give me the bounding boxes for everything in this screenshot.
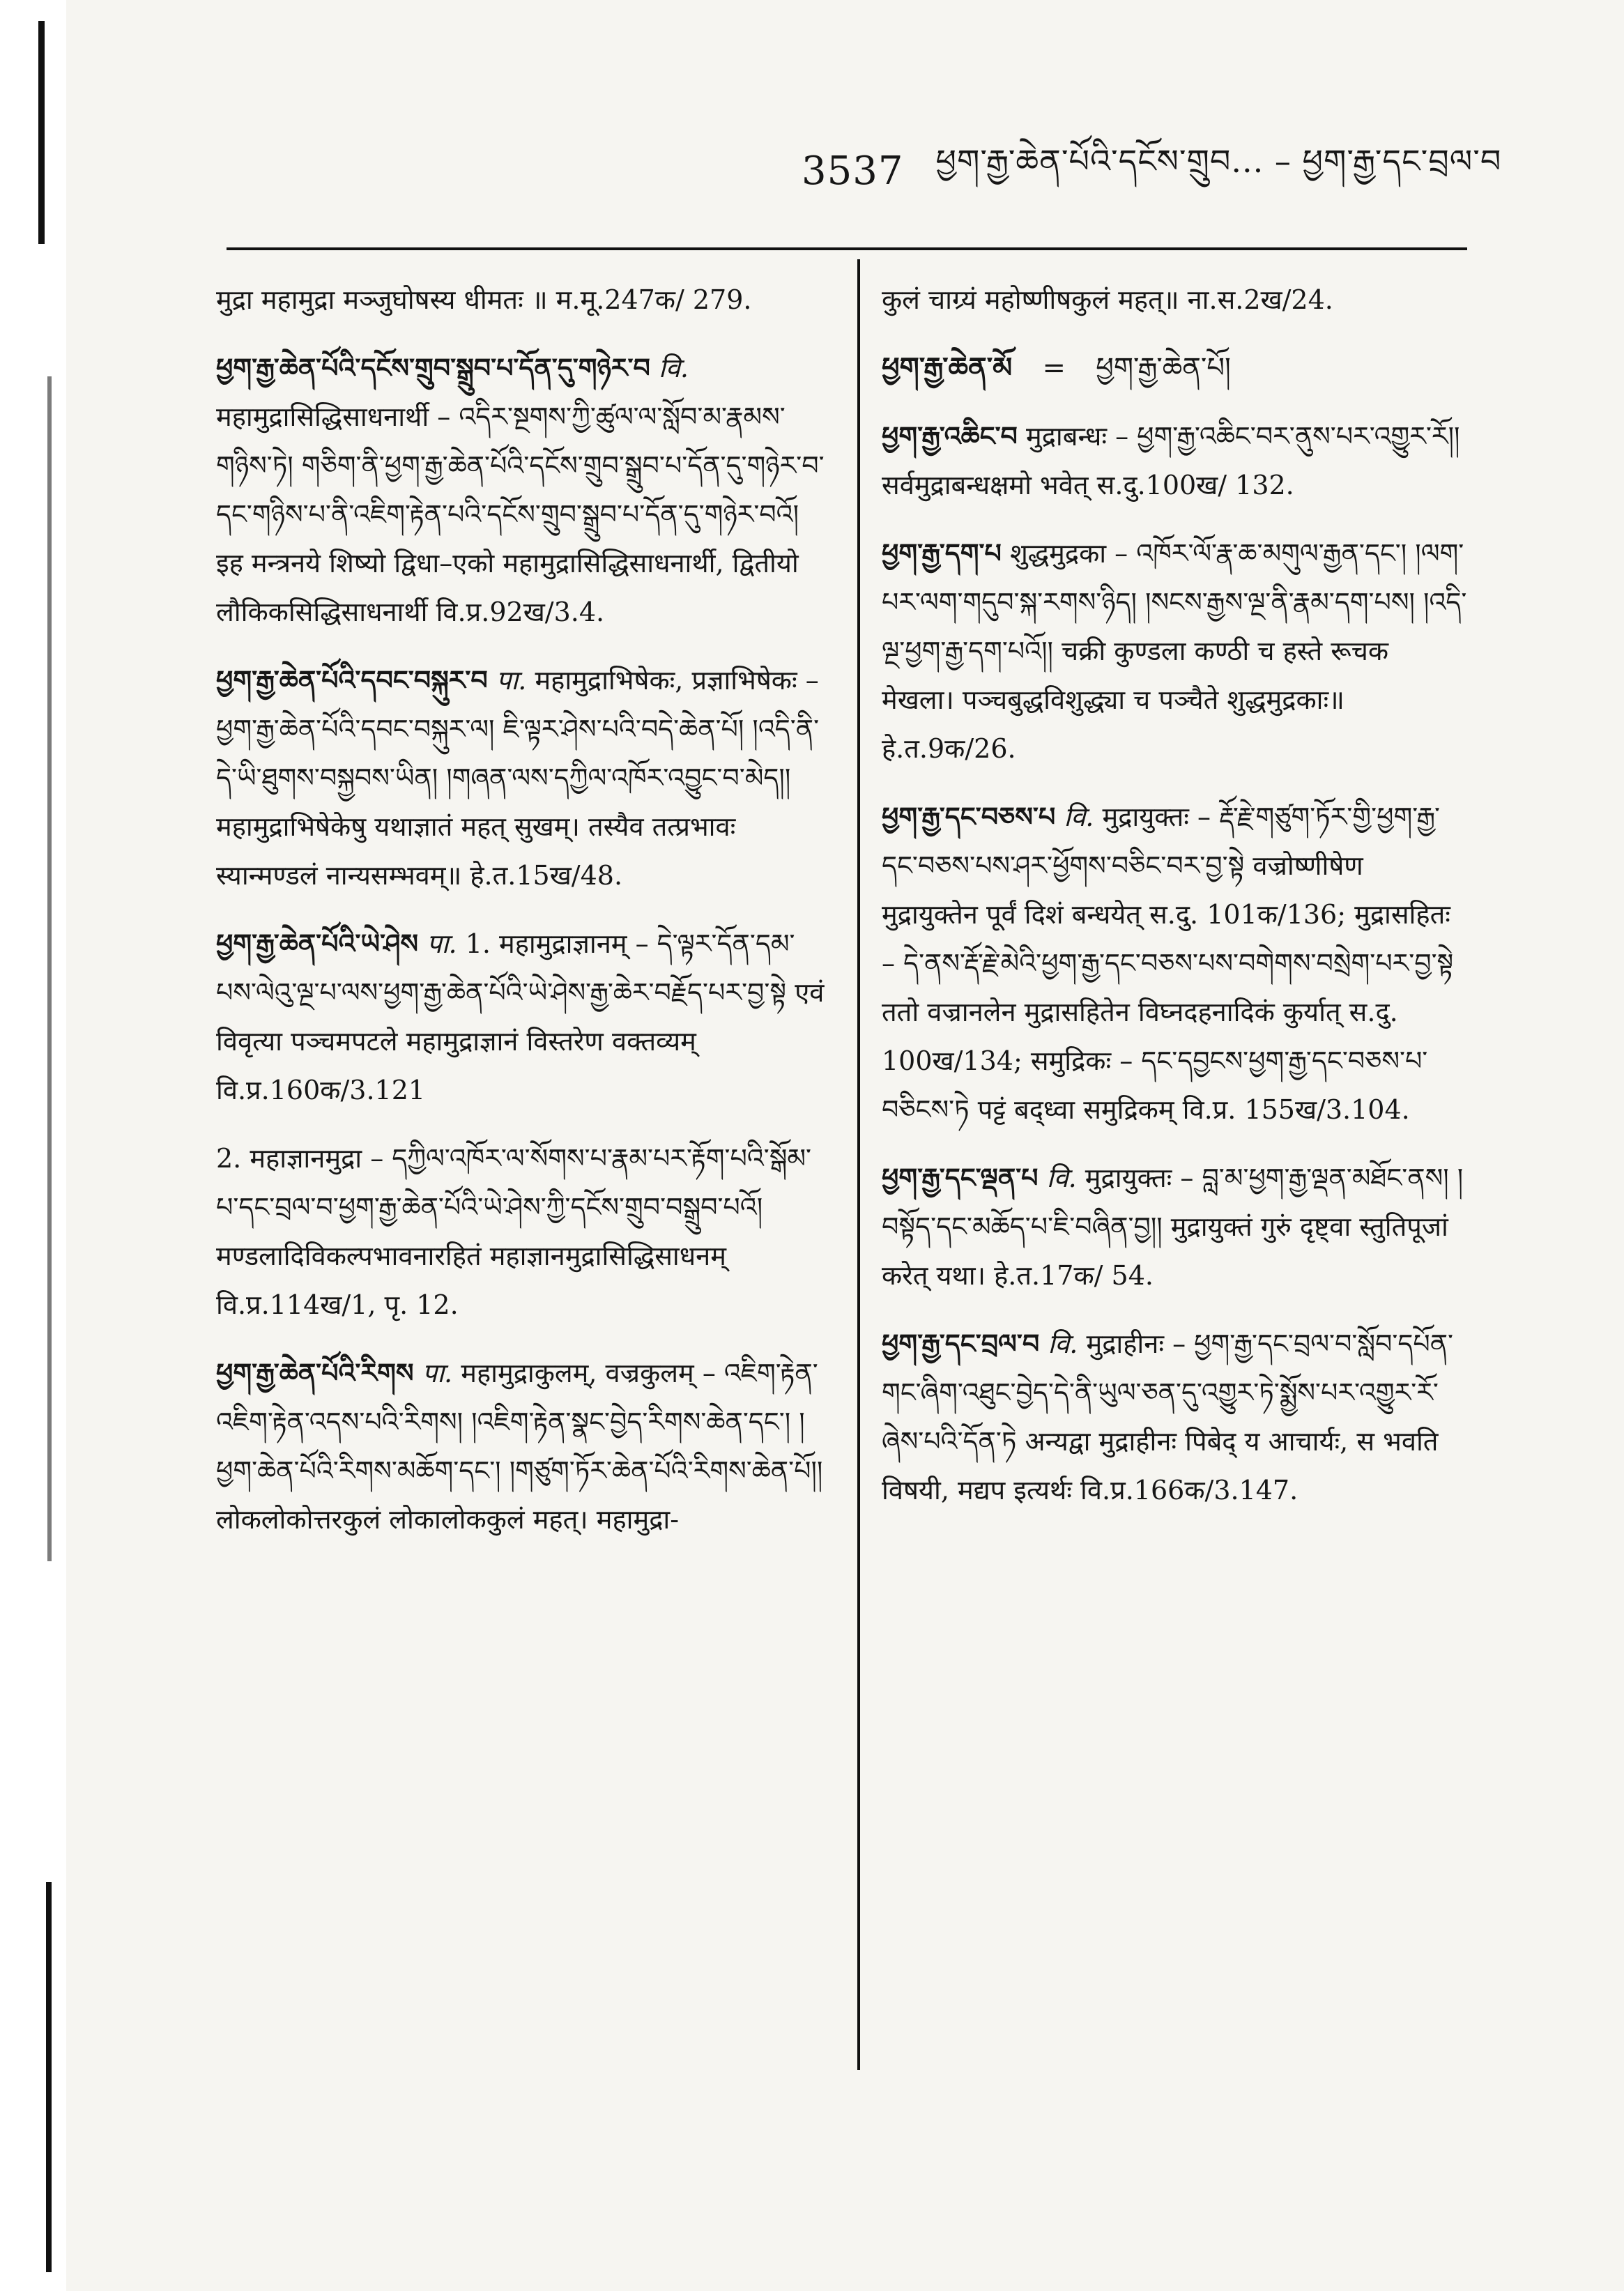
dictionary-entry — [216, 919, 833, 1114]
right-column — [882, 275, 1467, 1534]
entry-headword: ཕྱག་རྒྱ་ཆེན་པོའི་རིགས — [216, 1357, 414, 1388]
entry-grammar-tag: वि. — [1046, 1163, 1077, 1193]
entry-grammar-tag: वि. — [1064, 802, 1094, 832]
entry-text: 1. महामुद्राज्ञानम् – དེ་ལྟར་དོན་དམ་པས་ལེའུ་ལྔ་པ་ལས་ཕྱག་རྒྱ་ཆེན་པོའི་ཡེ་ཤེས་རྒྱ་ཆེར་བརྗོད་པར་བྱ་སྟེ एवं विवृत्या पञ्चमपटले महामुद्राज्ञानं विस्तरेण वक्तव्यम् वि.प्र.160क/3.121 — [216, 928, 825, 1105]
dictionary-entry — [216, 1349, 833, 1544]
entry-headword: ཕྱག་རྒྱ་འཆིང་བ — [882, 420, 1018, 452]
left-column — [216, 275, 833, 1563]
entry-text: महामुद्रासिद्धिसाधनार्थी – འདིར་སྔགས་ཀྱི་ཚུལ་ལ་སློབ་མ་རྣམས་གཉིས་ཏེ། གཅིག་ནི་ཕྱག་རྒྱ་ཆེན་པོའི་དངོས་གྲུབ་སྒྲུབ་པ་དོན་དུ་གཉེར་བ་དང་གཉིས་པ་ནི་འཇིག་རྟེན་པའི་དངོས་གྲུབ་སྒྲུབ་པ་དོན་དུ་གཉེར་བའོ། इह मन्त्रनये शिष्यो द्विधा–एको महामुद्रासिद्धिसाधनार्थी, द्वितीयो लौकिकसिद्धिसाधनार्थी वि.प्र.92ख/3.4. — [216, 401, 825, 627]
page-number: 3537 — [802, 148, 904, 194]
entry-headword: ཕྱག་རྒྱ་དང་བཅས་པ — [882, 801, 1056, 832]
dictionary-entry — [216, 656, 833, 900]
entry-grammar-tag: पा. — [496, 665, 527, 696]
dictionary-entry — [216, 344, 833, 636]
entry-text: शुद्धमुद्रका – འཁོར་ལོ་རྣ་ཆ་མགུལ་རྒྱན་དང་། །ལག་པར་ལག་གདུབ་སྐ་རགས་ཉིད། །སངས་རྒྱས་ལྔ་ནི་རྣམ་དག་པས། །འདི་ལྔ་ཕྱག་རྒྱ་དག་པའོ།། चक्री कुण्डला कण्ठी च हस्ते रूचक मेखला। पञ्चबुद्धविशुद्ध्या च पञ्चैते शुद्धमुद्रकाः॥ हे.त.9क/26. — [882, 538, 1467, 764]
header-rule — [227, 247, 1467, 250]
dictionary-entry — [216, 1134, 833, 1329]
entry-text: मुद्राबन्धः – ཕྱག་རྒྱ་འཆིང་བར་ནུས་པར་འགྱུར་རོ།། सर्वमुद्राबन्धक्षमो भवेत् स.दु.100ख/ 132. — [882, 421, 1460, 500]
entry-text: मुद्रा महामुद्रा मञ्जुघोषस्य धीमतः ॥ म.मू.247क/ 279. — [216, 284, 752, 315]
entry-text: कुलं चाग्र्यं महोष्णीषकुलं महत्॥ ना.स.2ख/24. — [882, 284, 1333, 315]
dictionary-entry — [882, 412, 1467, 509]
equals-sign: = — [1042, 352, 1066, 384]
entry-headword: ཕྱག་རྒྱ་དག་པ — [882, 537, 1002, 569]
entry-headword: ཕྱག་རྒྱ་ཆེན་མོ — [882, 351, 1013, 384]
cross-reference-target: ཕྱག་རྒྱ་ཆེན་པོ། — [1096, 352, 1231, 384]
entry-text: महामुद्राभिषेकः, प्रज्ञाभिषेकः – ཕྱག་རྒྱ་ཆེན་པོའི་དབང་བསྐུར་ལ། ཇི་ལྟར་ཤེས་པའི་བདེ་ཆེན་པོ། །འདི་ནི་དེ་ཡི་ཐུགས་བསྐྱབས་ཡིན། །གཞན་ལས་དཀྱིལ་འཁོར་འབྱུང་བ་མེད།། महामुद्राभिषेकेषु यथाज्ञातं महत् सुखम्। तस्यैव तत्प्रभावः स्यान्मण्डलं नान्यसम्भवम्॥ हे.त.15ख/48. — [216, 665, 820, 891]
cross-reference-entry — [882, 344, 1467, 392]
dictionary-entry — [882, 1154, 1467, 1300]
entry-headword: ཕྱག་རྒྱ་ཆེན་པོའི་དབང་བསྐུར་བ — [216, 664, 488, 696]
entry-grammar-tag: पा. — [422, 1358, 453, 1388]
binding-mark-bottom — [46, 1882, 52, 2272]
entry-headword: ཕྱག་རྒྱ་དང་བྲལ་བ — [882, 1328, 1040, 1359]
entry-text: मुद्राहीनः – ཕྱག་རྒྱ་དང་བྲལ་བ་སློབ་དཔོན་གང་ཞིག་འཐུང་བྱེད་དེ་ནི་ཡུལ་ཅན་དུ་འགྱུར་ཏེ་སྨྱོས་པར་འགྱུར་རོ་ཞེས་པའི་དོན་ཏེ अन्यद्वा मुद्राहीनः पिबेद् य आचार्यः, स भवति विषयी, मद्यप इत्यर्थः वि.प्र.166क/3.147. — [882, 1328, 1454, 1505]
entry-text: महामुद्राकुलम्, वज्रकुलम् – འཇིག་རྟེན་འཇིག་རྟེན་འདས་པའི་རིགས། །འཇིག་རྟེན་སྣང་བྱེད་རིགས་ཆེན་དང་། །ཕྱག་ཆེན་པོའི་རིགས་མཆོག་དང་། །གཙུག་ཏོར་ཆེན་པོའི་རིགས་ཆེན་པོ།། लोकलोकोत्तरकुलं लोकालोककुलं महत्। महामुद्रा- — [216, 1358, 823, 1535]
dictionary-entry — [882, 529, 1467, 773]
running-head: ཕྱག་རྒྱ་ཆེན་པོའི་དངོས་གྲུབ... – ཕྱག་རྒྱ་དང་བྲལ་བ — [935, 141, 1502, 180]
entry-text: 2. महाज्ञानमुद्रा – དཀྱིལ་འཁོར་ལ་སོགས་པ་རྣམ་པར་རྟོག་པའི་སྒོམ་པ་དང་བྲལ་བ་ཕྱག་རྒྱ་ཆེན་པོའི་ཡེ་ཤེས་ཀྱི་དངོས་གྲུབ་བསྒྲུབ་པའོ། मण्डलादिविकल्पभावनारहितं महाज्ञानमुद्रासिद्धिसाधनम् वि.प्र.114ख/1, पृ. 12. — [216, 1143, 812, 1320]
entry-grammar-tag: वि. — [1048, 1328, 1078, 1359]
entry-headword: ཕྱག་རྒྱ་ཆེན་པོའི་ཡེ་ཤེས — [216, 928, 418, 959]
entry-headword: ཕྱག་རྒྱ་ཆེན་པོའི་དངོས་གྲུབ་སྒྲུབ་པ་དོན་དུ་གཉེར་བ — [216, 352, 650, 383]
entry-text: मुद्रायुक्तः – རྡོ་རྗེ་གཙུག་ཏོར་གྱི་ཕྱག་རྒྱ་དང་བཅས་པས་ཤར་ཕྱོགས་བཅིང་བར་བྱ་སྟེ वज्रोष्णीषेण मुद्रायुक्तेन पूर्वं दिशं बन्धयेत् स.दु. 101क/136; मुद्रासहितः – དེ་ནས་རྡོ་རྗེ་མེའི་ཕྱག་རྒྱ་དང་བཅས་པས་བགེགས་བསྲེག་པར་བྱ་སྟེ ततो वज्रानलेन मुद्रासहितेन विघ्नदहनादिकं कुर्यात् स.दु. 100ख/134; समुद्रिकः – དང་དབྱངས་ཕྱག་རྒྱ་དང་བཅས་པ་བཅིངས་ཏེ पट्टं बद्ध्वा समुद्रिकम् वि.प्र. 155ख/3.104. — [882, 802, 1454, 1125]
dictionary-entry — [882, 1319, 1467, 1515]
entry-grammar-tag: पा. — [427, 928, 457, 959]
binding-mark-top — [38, 21, 45, 244]
entry-headword: ཕྱག་རྒྱ་དང་ལྡན་པ — [882, 1162, 1039, 1193]
page-header — [802, 141, 1502, 199]
entry-grammar-tag: वि. — [658, 353, 689, 383]
dictionary-entry — [216, 275, 833, 324]
dictionary-entry — [882, 792, 1467, 1134]
dictionary-entry — [882, 275, 1467, 324]
scan-margin — [0, 0, 66, 2291]
column-divider — [857, 259, 860, 2070]
entry-text: मुद्रायुक्तः – བླ་མ་ཕྱག་རྒྱ་ལྡན་མཐོང་ནས། །བསྟོད་དང་མཆོད་པ་ཇི་བཞིན་བྱ།། मुद्रायुक्तं गुरुं दृष्ट्वा स्तुतिपूजां करेत् यथा। हे.त.17क/ 54. — [882, 1163, 1464, 1291]
binding-mark-middle — [47, 376, 52, 1561]
